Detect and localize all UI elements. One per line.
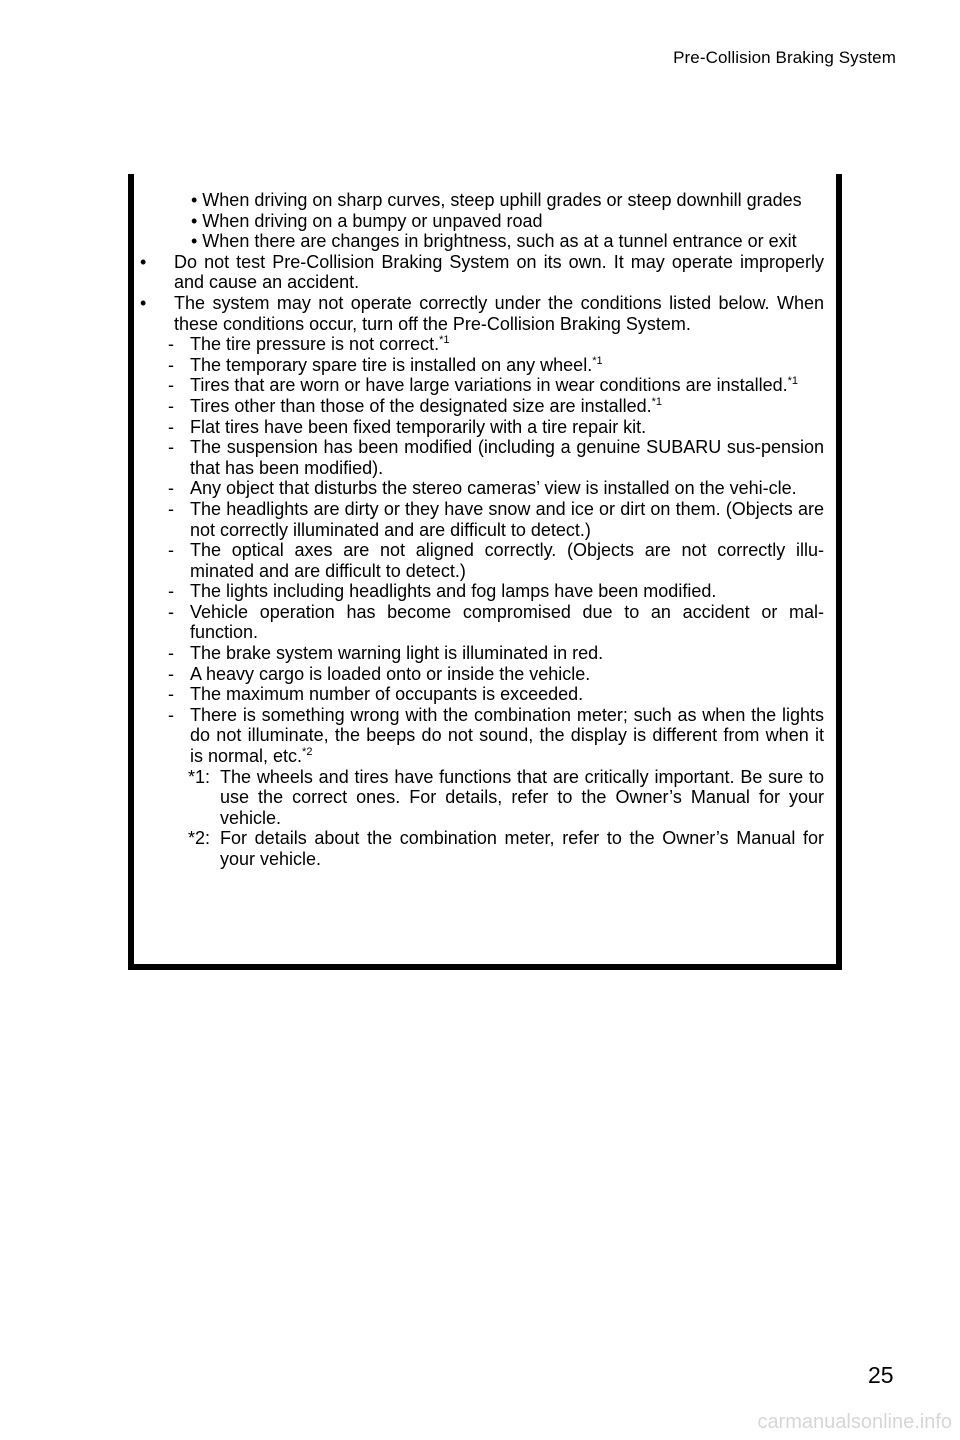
- dash-item: - The suspension has been modified (including a genuine SUBARU sus-pension that has been modified).: [168, 437, 824, 478]
- condition-item: • When there are changes in brightness, such as at a tunnel entrance or exit: [191, 231, 797, 252]
- page-header: Pre-Collision Braking System: [673, 48, 896, 67]
- condition-item: • When driving on a bumpy or unpaved road: [191, 210, 543, 231]
- dash-item: - A heavy cargo is loaded onto or inside the vehicle.: [168, 663, 591, 684]
- dash-item: - The lights including headlights and fog lamps have been modified.: [168, 581, 717, 602]
- condition-item: • When driving on sharp curves, steep uphill grades or steep downhill grades: [191, 190, 802, 210]
- bullet-icon: •: [140, 292, 147, 313]
- bullet-item: • The system may not operate correctly under the conditions listed below. When these conditions occur, turn off the Pre-Collision Braking System.: [140, 292, 824, 334]
- dash-item: - The brake system warning light is illuminated in red.: [168, 643, 604, 664]
- footnote-1: *1: The wheels and tires have functions that are critically important. Be sure to use the correct ones. For details, refer to the Owner’s Manual for your vehicle.: [188, 766, 824, 828]
- dash-item: - The optical axes are not aligned correctly. (Objects are not correctly illu-minated and are difficult to detect.): [168, 540, 824, 581]
- dash-item: - Tires other than those of the designated size are installed.$^{*1}$: [168, 395, 663, 416]
- dash-item: - The maximum number of occupants is exceeded.: [168, 684, 584, 705]
- bullet-icon: •: [140, 251, 147, 272]
- watermark: carmanualsonline.info: [757, 1411, 952, 1433]
- dash-item: - The temporary spare tire is installed on any wheel.$^{*1}$: [168, 354, 603, 375]
- page-number: 25: [868, 1362, 894, 1388]
- bullet-item: • Do not test Pre-Collision Braking System on its own. It may operate improperly and cause an accident.: [140, 251, 824, 293]
- dash-item: - Any object that disturbs the stereo cameras’ view is installed on the vehi-cle.: [168, 478, 797, 499]
- dash-item: - Vehicle operation has become compromised due to an accident or mal-function.: [168, 601, 824, 643]
- footnote-2: *2: For details about the combination meter, refer to the Owner’s Manual for your vehicle.: [188, 828, 824, 869]
- dash-item: - Tires that are worn or have large variations in wear conditions are installed.$^{*1}$: [168, 375, 799, 396]
- dash-item: - There is something wrong with the combination meter; such as when the lights do not illuminate, the beeps do not sound, the display is different from when it is normal, etc.$^{*2}$: [168, 704, 824, 767]
- warning-content: [128, 190, 842, 870]
- dash-item: - The tire pressure is not correct.$^{*1}$: [168, 334, 450, 355]
- dash-item: - The headlights are dirty or they have snow and ice or dirt on them. (Objects are not correctly illuminated and are difficult to detect.): [168, 498, 824, 540]
- dash-item: - Flat tires have been fixed temporarily with a tire repair kit.: [168, 416, 647, 437]
